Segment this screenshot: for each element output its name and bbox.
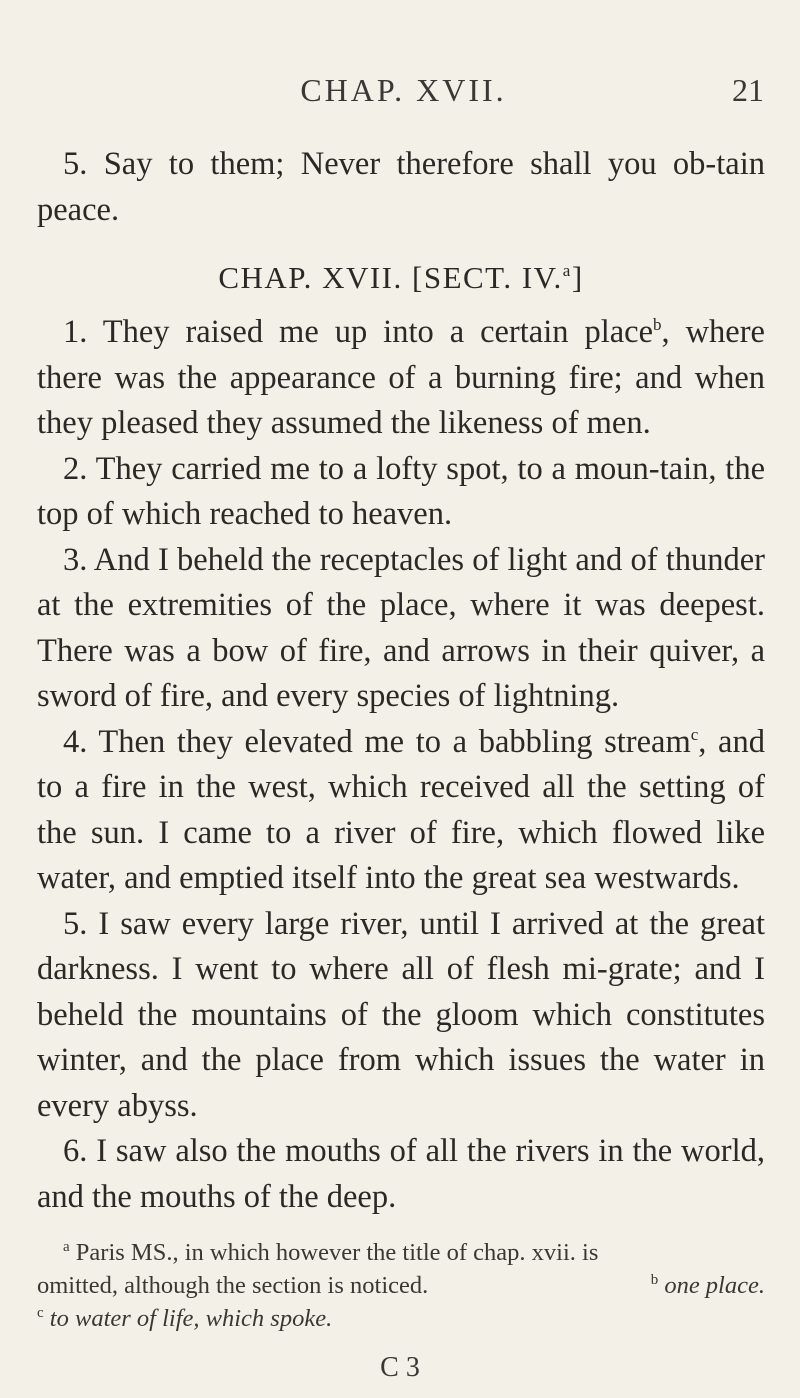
verse-1-text-a: 1. They raised me up into a certain place	[63, 314, 653, 350]
footnote-a-line-1	[37, 1236, 765, 1269]
verse-4-note-marker: c	[690, 724, 699, 744]
verse-5: 5. I saw every large river, until I arrived at the great darkness. I went to where all of flesh mi-grate; and I beheld the mountains of the gloom which constitutes winter, and the place from which issues the water in every abyss.	[37, 905, 765, 1124]
verse-1-text-b: , where there was the appearance of a burning fire; and when they pleased they assumed the likeness of men.	[37, 314, 765, 441]
verse-5-previous: 5. Say to them; Never therefore shall you ob-tain peace.	[37, 146, 765, 228]
running-title: CHAP. XVII.	[300, 72, 507, 108]
verse-3: 3. And I beheld the receptacles of light and of thunder at the extremities of the place, where it was deepest. There was a bow of fire, and arrows in their quiver, a sword of fire, and every species of lightning.	[37, 541, 765, 714]
footnote-b-text: one place.	[664, 1272, 765, 1299]
verse-4	[37, 720, 765, 902]
verse-6: 6. I saw also the mouths of all the rivers in the world, and the mouths of the deep.	[37, 1133, 765, 1215]
footnote-a-text-1: Paris MS., in which however the title of chap. xvii. is	[75, 1239, 599, 1266]
footnote-a-marker: a	[63, 1239, 70, 1255]
main-text	[37, 142, 765, 1220]
footnote-a-text-2: omitted, although the section is noticed.	[37, 1272, 429, 1299]
running-header	[37, 72, 770, 112]
chapter-heading-text: CHAP. XVII. [SECT. IV.	[218, 260, 563, 295]
footnote-a-line-2	[37, 1269, 765, 1302]
footnote-b-marker: b	[650, 1272, 659, 1288]
chapter-heading-close: ]	[571, 260, 584, 295]
footnote-c-marker: c	[37, 1305, 44, 1321]
footnote-c-text: to water of life, which spoke.	[49, 1305, 333, 1332]
verse-1	[37, 310, 765, 447]
verse-1-note-marker: b	[653, 315, 662, 334]
footnote-c	[37, 1302, 765, 1335]
page-number: 21	[732, 72, 764, 108]
verse-4-text-a: 4. Then they elevated me to a babbling stream	[63, 723, 691, 760]
verse-4-text-b: , and to a fire in the west, which received all the setting of the sun. I came to a river of fire, which flowed like water, and emptied itself into the great sea westwards.	[37, 723, 765, 896]
signature-mark: C 3	[380, 1352, 420, 1383]
chapter-heading	[37, 255, 765, 300]
footnotes	[37, 1236, 765, 1335]
chapter-note-marker: a	[562, 261, 572, 280]
footnote-b	[651, 1269, 765, 1302]
verse-2: 2. They carried me to a lofty spot, to a moun-tain, the top of which reached to heaven.	[37, 450, 765, 532]
